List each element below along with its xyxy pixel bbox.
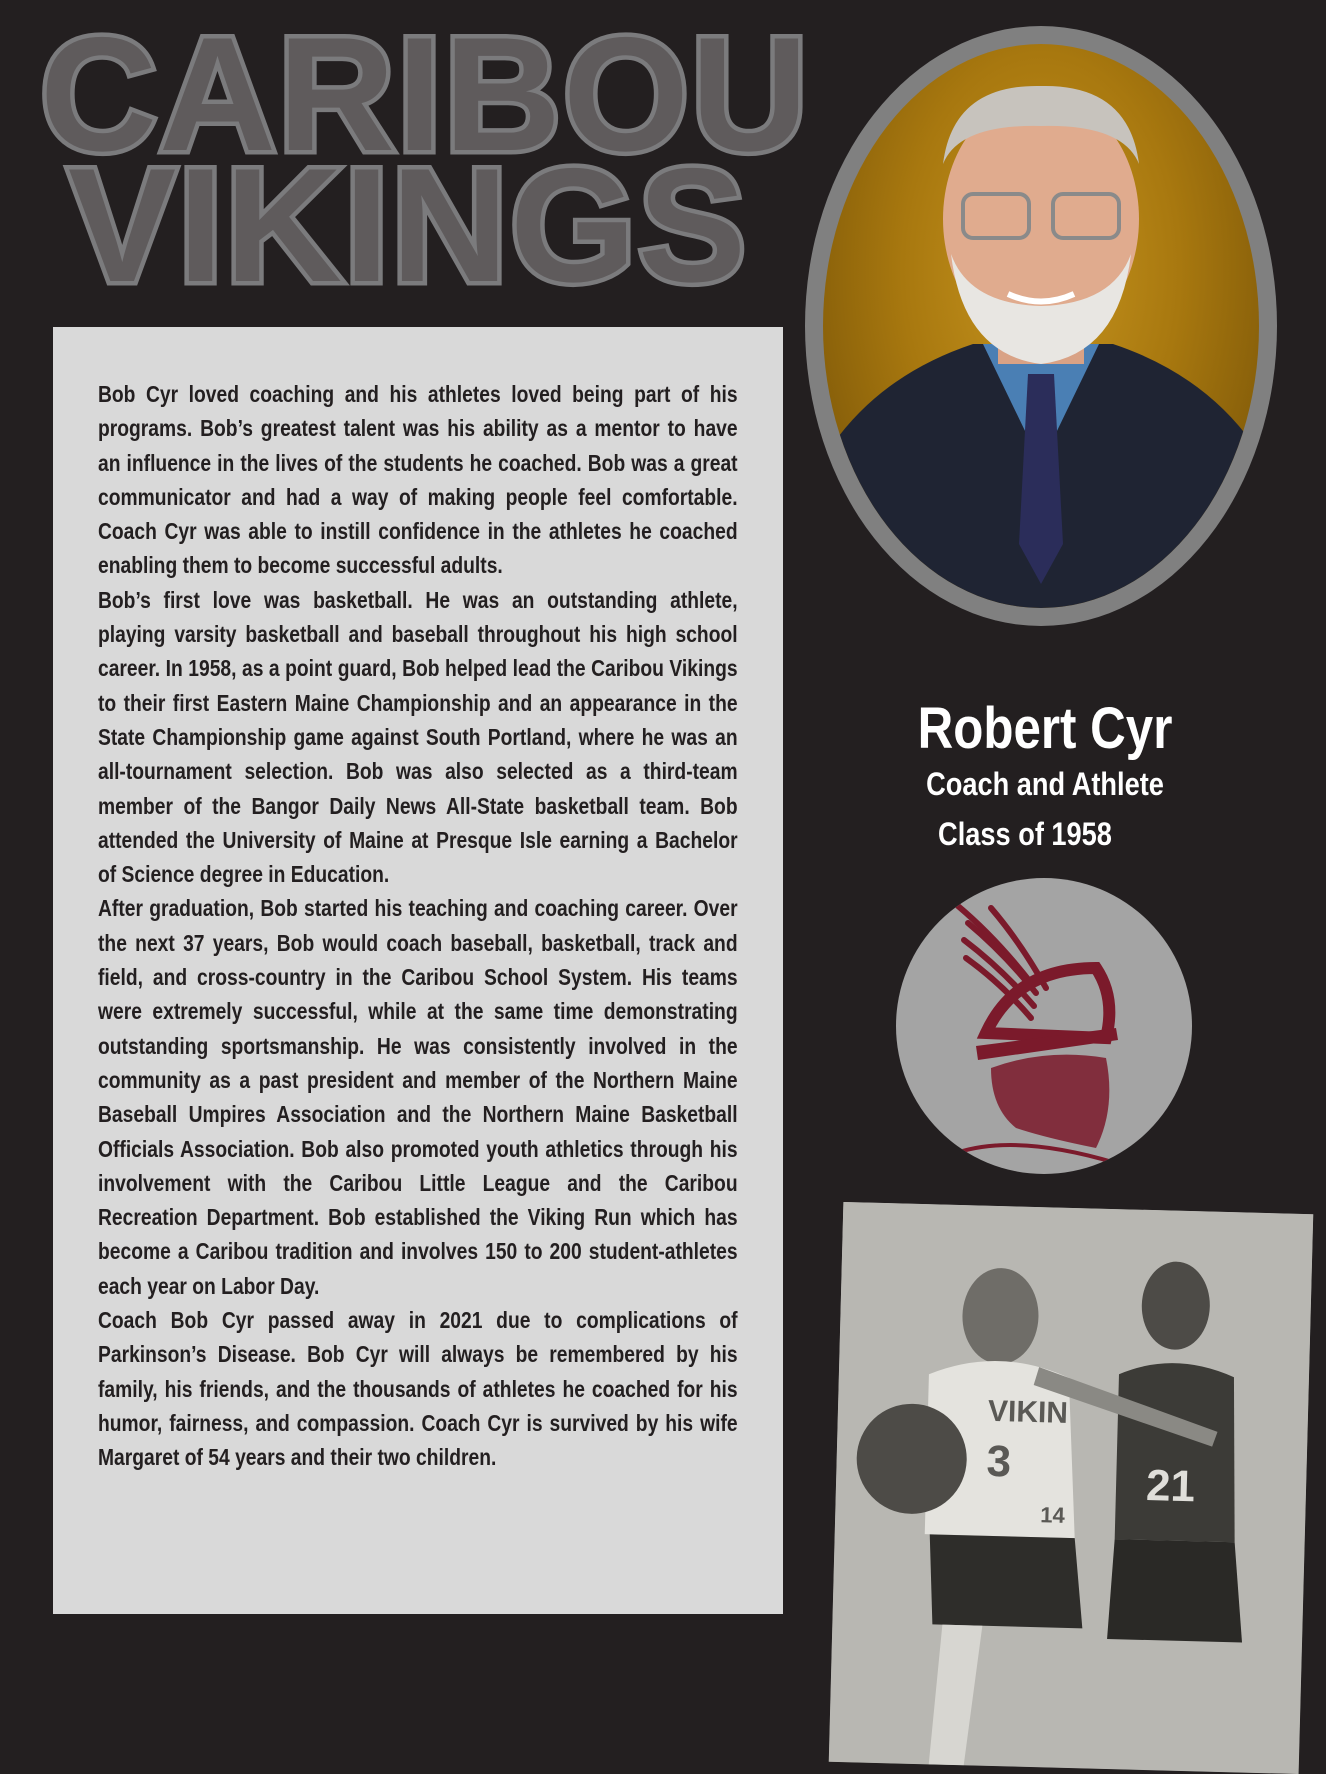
jersey-text: VIKIN bbox=[987, 1394, 1069, 1430]
portrait-frame bbox=[805, 26, 1277, 626]
jersey-number: 3 bbox=[986, 1436, 1012, 1487]
inductee-name: Robert Cyr bbox=[917, 696, 1173, 761]
title-caribou: CARIBOU bbox=[40, 4, 810, 185]
bio-paragraph: Bob’s first love was basketball. He was an outstanding athlete, playing varsity basketball and baseball throughout his high school career. In 1958, as a point guard, Bob helped lead the Caribou Vikings to their first Eastern Maine Championship and an appearance in the State Championship game against South Portland, where he was an all-tournament selection. Bob was also selected as a third-team member of the Bangor Daily News All-State basketball team. Bob attended the University of Maine at Presque Isle earning a Bachelor of Science degree in Education. bbox=[98, 586, 738, 888]
jersey-number: 14 bbox=[1039, 1502, 1066, 1528]
portrait-illustration bbox=[823, 44, 1259, 608]
viking-logo bbox=[896, 878, 1192, 1174]
bio-paragraph: Coach Bob Cyr passed away in 2021 due to complications of Parkinson’s Disease. Bob Cyr will always be remembered by his family, his friends, and the thousands of athletes he coached for his humor, fairness, and compassion. Coach Cyr is survived by his wife Margaret of 54 years and their two children. bbox=[98, 1307, 738, 1471]
bio-panel bbox=[53, 327, 783, 1614]
bio-paragraph: Bob Cyr loved coaching and his athletes loved being part of his programs. Bob’s greatest talent was his ability as a mentor to have an influence in the lives of the students he coached. Bob was a great communicator and had a way of making people feel comfortable. Coach Cyr was able to instill confidence in the athletes he coached enabling them to become successful adults. bbox=[98, 381, 738, 579]
basketball-photo bbox=[829, 1202, 1313, 1774]
jersey-number: 21 bbox=[1145, 1460, 1196, 1512]
bio-text bbox=[98, 377, 738, 1475]
inductee-class: Class of 1958 bbox=[938, 816, 1112, 852]
bio-paragraph: After graduation, Bob started his teaching and coaching career. Over the next 37 years, Bob would coach baseball, basketball, track and field, and cross-country in the Caribou School System. His teams were extremely successful, while at the same time demonstrating outstanding sportsmanship. He was consistently involved in the community as a past president and member of the Northern Maine Baseball Umpires Association and the Northern Maine Basketball Officials Association. Bob also promoted youth athletics through his involvement with the Caribou Little League and the Caribou Recreation Department. Bob established the Viking Run which has become a Caribou tradition and involves 150 to 200 student-athletes each year on Labor Day. bbox=[98, 895, 738, 1299]
portrait-photo bbox=[823, 44, 1259, 608]
title-vikings: VIKINGS bbox=[68, 135, 749, 316]
inductee-role: Coach and Athlete bbox=[926, 766, 1164, 802]
basketball-players-illustration bbox=[829, 1202, 1313, 1774]
viking-head-icon bbox=[896, 878, 1192, 1174]
